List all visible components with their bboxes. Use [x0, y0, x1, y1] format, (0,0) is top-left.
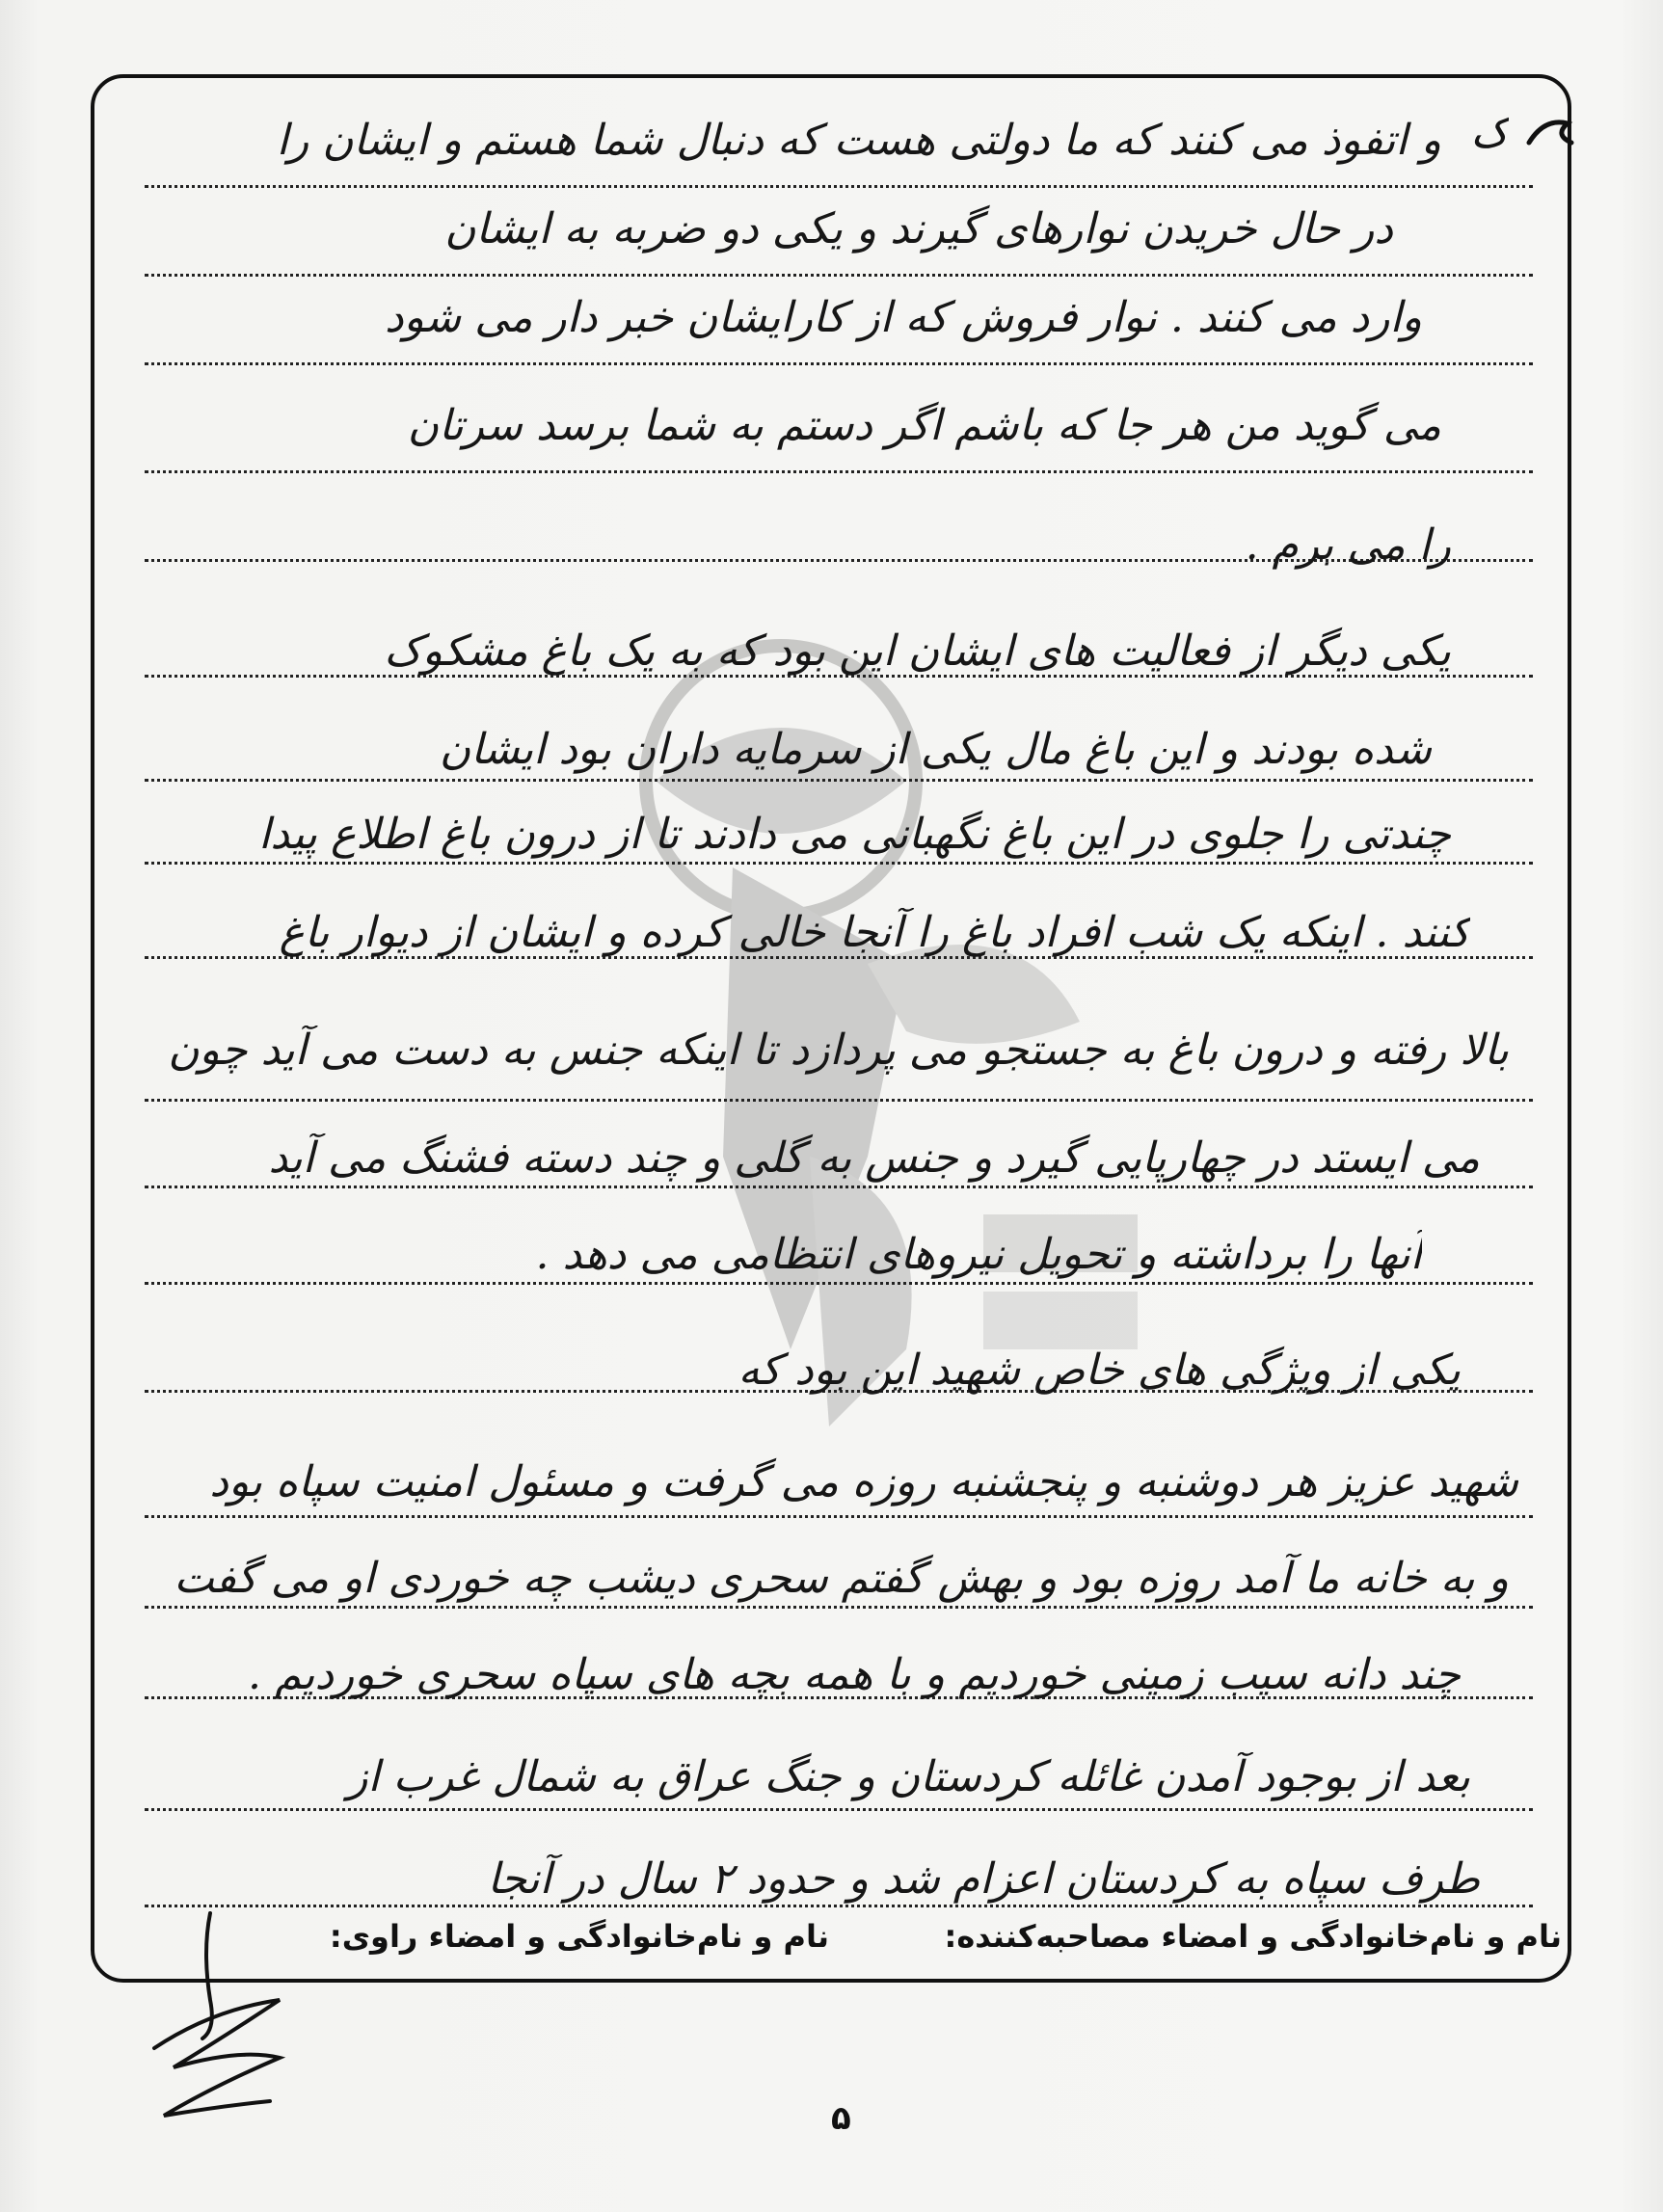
handwritten-line: می ایستد در چهارپایی گیرد و جنس به گلی و چند دسته فشنگ می آید — [268, 1133, 1480, 1183]
handwritten-line: شده بودند و این باغ مال یکی از سرمایه داران بود ایشان — [439, 725, 1432, 774]
narrator-signature-label: نام و نام‌خانوادگی و امضاء راوی: — [329, 1918, 829, 1955]
handwritten-line: بالا رفته و درون باغ به جستجو می پردازد تا اینکه جنس به دست می آید چون — [168, 1026, 1509, 1075]
handwritten-line: آنها را برداشته و تحویل نیروهای انتظامی می دهد . — [535, 1230, 1422, 1279]
page-number: ۵ — [831, 2099, 851, 2138]
handwritten-line: وارد می کنند . نوار فروش که از کارایشان خبر دار می شود — [384, 293, 1422, 342]
handwritten-signature — [135, 1894, 308, 2145]
ruled-line — [145, 779, 1533, 782]
ruled-line — [145, 1808, 1533, 1811]
handwritten-line: را می برم . — [1245, 520, 1451, 570]
ruled-line — [145, 1905, 1533, 1907]
handwritten-line: و اتفوذ می کنند که ما دولتی هست که دنبال شما هستم و ایشان را — [276, 116, 1441, 165]
header-mark: ک — [1470, 108, 1509, 157]
ruled-line — [145, 185, 1533, 188]
ruled-line — [145, 470, 1533, 473]
ruled-line — [145, 274, 1533, 277]
handwritten-line: و به خانه ما آمد روزه بود و بهش گفتم سحری دیشب چه خوردی او می گفت — [174, 1554, 1509, 1603]
interviewer-signature-label: نام و نام‌خانوادگی و امضاء مصاحبه‌کننده: — [944, 1918, 1562, 1955]
handwritten-line: یکی دیگر از فعالیت های ایشان این بود که به یک باغ مشکوک — [384, 626, 1451, 676]
handwritten-line: چند دانه سیب زمینی خوردیم و با همه بچه های سپاه سحری خوردیم . — [247, 1650, 1461, 1699]
ruled-line — [145, 1099, 1533, 1102]
handwritten-line: شهید عزیز هر دوشنبه و پنجشنبه روزه می گرفت و مسئول امنیت سپاه بود — [209, 1457, 1518, 1506]
ruled-line — [145, 1606, 1533, 1609]
ruled-line — [145, 1186, 1533, 1188]
signature-footer — [145, 1918, 1562, 1976]
ruled-line — [145, 1282, 1533, 1285]
handwritten-line: کنند . اینکه یک شب افراد باغ را آنجا خالی کرده و ایشان از دیوار باغ — [279, 908, 1470, 957]
handwritten-line: می گوید من هر جا که باشم اگر دستم به شما برسد سرتان — [407, 401, 1441, 450]
handwritten-line: چندتی را جلوی در این باغ نگهبانی می دادند تا از درون باغ اطلاع پیدا — [258, 810, 1451, 859]
handwritten-line: طرف سپاه به کردستان اعزام شد و حدود ۲ سال در آنجا — [487, 1854, 1480, 1904]
handwritten-line: در حال خریدن نوارهای گیرند و یکی دو ضربه به ایشان — [444, 204, 1393, 253]
ruled-line — [145, 862, 1533, 865]
ruled-line — [145, 362, 1533, 365]
handwritten-line: بعد از بوجود آمدن غائله کردستان و جنگ عراق به شمال غرب از — [347, 1752, 1470, 1801]
ruled-line — [145, 1515, 1533, 1518]
handwritten-line: یکی از ویژگی های خاص شهید این بود که — [738, 1346, 1461, 1395]
